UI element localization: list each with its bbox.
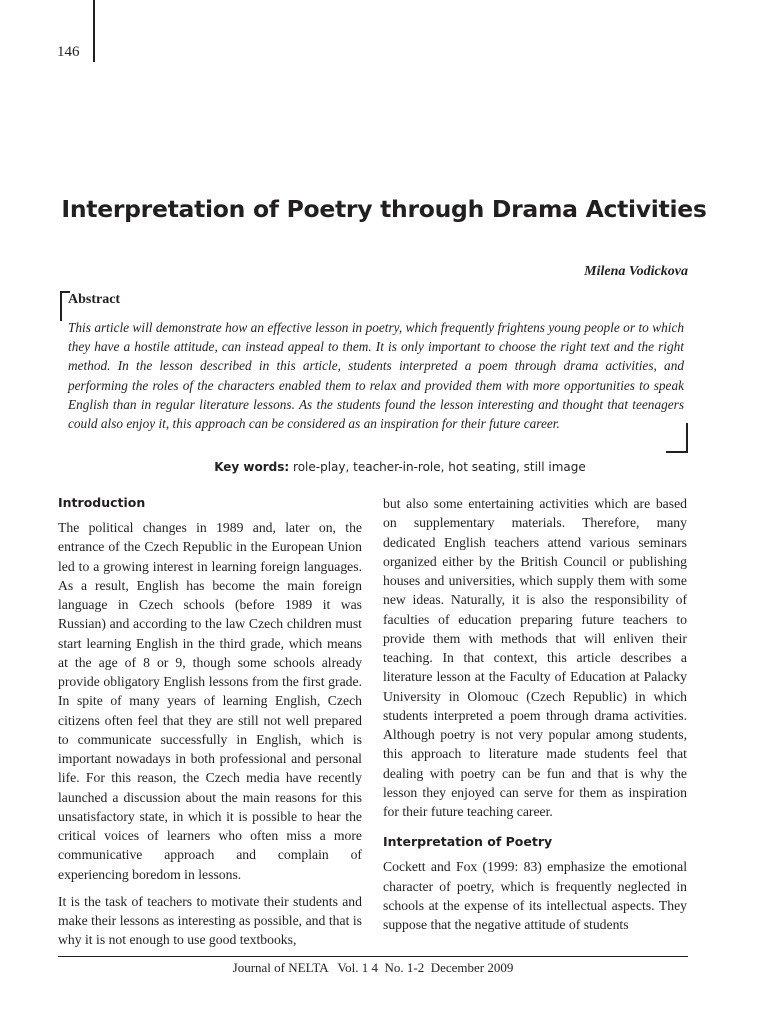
keywords (60, 460, 740, 474)
journal-footer: Journal of NELTA Vol. 1 4 No. 1-2 December 2009 (232, 960, 514, 975)
paragraph: Cockett and Fox (1999: 83) emphasize the emotional character of poetry, which is frequently neglected in schools at the expense of its intellectual aspects. They suppose that the negative attitude of students (383, 859, 687, 932)
article-title: Interpretation of Poetry through Drama Activities (61, 195, 707, 223)
corner-rule (93, 0, 95, 62)
right-column (383, 494, 687, 942)
paragraph: It is the task of teachers to motivate their students and make their lessons as interesting as possible, and that is why it is not enough to use good textbooks, (58, 893, 362, 948)
keywords-label: Key words: (214, 460, 290, 474)
page-number: 146 (57, 44, 80, 60)
section-heading-interpretation: Interpretation of Poetry (383, 834, 553, 850)
paragraph: but also some entertaining activities which are based on supplementary materials. Therefore, many dedicated English teachers attend various seminars organized either by the British Council or publishing houses and universities, which supply them with some new ideas. Naturally, it is also the responsibility of faculties of education preparing future teachers to provide them with methods that will enliven their teaching. In that context, this article describes a literature lesson at the Faculty of Education at Palacky University in Olomouc (Czech Republic) in which students interpreted a poem through drama activities. Although poetry is not very popular among students, this approach to literature made students feel that dealing with poetry can be fun and that is why the lesson they enjoyed can serve for them as inspiration for their future teaching career. (383, 496, 687, 819)
footer-rule (58, 956, 688, 957)
author-name: Milena Vodickova (584, 264, 688, 279)
abstract-heading: Abstract (68, 292, 121, 307)
abstract-text: This article will demonstrate how an effective lesson in poetry, which frequently frightens young people or to which they have a hostile attitude, can instead appeal to them. It is only important to choose the right text and the right method. In the lesson described in this article, students interpreted a poem through drama activities, and performing the roles of the characters enabled them to relax and provided them with more opportunities to speak English than in regular literature lessons. As the students found the lesson interesting and thought that teenagers could also enjoy it, this approach can be considered as an inspiration for their future career. (68, 320, 684, 432)
section-heading-introduction: Introduction (58, 495, 146, 510)
keywords-list: role-play, teacher-in-role, hot seating, still image (289, 460, 586, 474)
paragraph: The political changes in 1989 and, later on, the entrance of the Czech Republic in the European Union led to a growing interest in learning foreign languages. As a result, English has become the main foreign language in Czech schools (before 1989 it was Russian) and according to the law Czech children must start learning English in the third grade, which means at the age of 8 or 9, though some schools already provide obligatory English lessons from the first grade. In spite of many years of learning English, Czech citizens often feel that they are still not well prepared to communicate successfully in English, which is important nowadays in both professional and personal life. For this reason, the Czech media have recently launched a discussion about the main reasons for this unsatisfactory state, in which it is possible to hear the critical voices of learners who often miss a more communicative approach and complain of experiencing boredom in lessons. (58, 520, 362, 882)
left-column (58, 494, 362, 958)
